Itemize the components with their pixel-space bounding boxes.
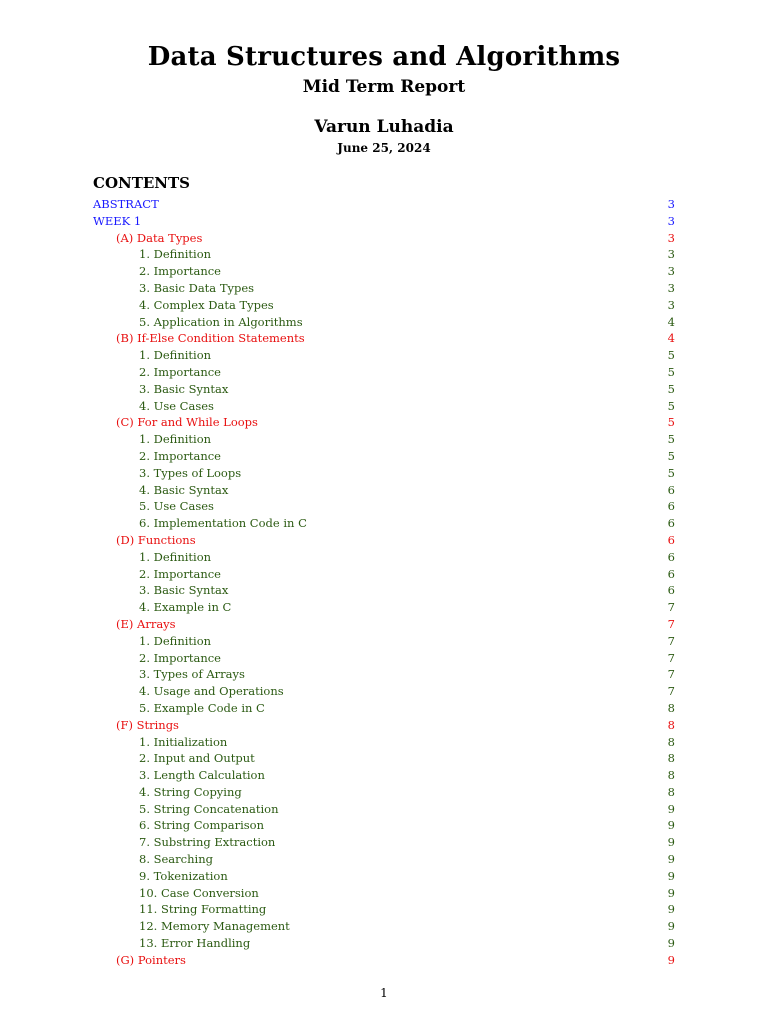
toc-item-link[interactable] bbox=[93, 851, 675, 868]
toc-entry-label: 5. Application in Algorithms bbox=[139, 314, 303, 329]
document-subtitle: Mid Term Report bbox=[302, 77, 466, 97]
toc-entry-label: 3. Basic Syntax bbox=[139, 583, 229, 598]
toc-entry-label: 10. Case Conversion bbox=[139, 885, 259, 900]
toc-entry-label: (E) Arrays bbox=[116, 616, 176, 631]
toc-entry-page: 7 bbox=[667, 600, 675, 615]
toc-entry-label: (D) Functions bbox=[116, 532, 196, 547]
toc-entry-page: 8 bbox=[667, 784, 675, 799]
toc-item-link[interactable] bbox=[93, 901, 675, 918]
toc-item-link[interactable] bbox=[93, 314, 675, 331]
toc-entry-label: 2. Importance bbox=[139, 448, 221, 463]
toc-entry-label: 1. Definition bbox=[139, 348, 212, 363]
toc-entry-page: 3 bbox=[667, 280, 675, 295]
toc-item-link[interactable] bbox=[93, 734, 675, 751]
toc-entry-label: 4. Complex Data Types bbox=[139, 297, 274, 312]
toc-subsection-link[interactable] bbox=[93, 532, 675, 549]
toc-entry-label: 4. Basic Syntax bbox=[139, 482, 229, 497]
toc-item-link[interactable] bbox=[93, 381, 675, 398]
toc-item-link[interactable] bbox=[93, 834, 675, 851]
toc-entry-label: 5. String Concatenation bbox=[139, 801, 279, 816]
toc-entry-label: 2. Importance bbox=[139, 364, 221, 379]
toc-entry-page: 3 bbox=[667, 197, 675, 211]
toc-entry-label: 3. Length Calculation bbox=[139, 768, 265, 783]
toc-item-link[interactable] bbox=[93, 549, 675, 566]
toc-entry-page: 4 bbox=[667, 331, 675, 346]
toc-item-link[interactable] bbox=[93, 801, 675, 818]
toc-entry-label: 11. String Formatting bbox=[139, 902, 267, 917]
toc-section-link[interactable] bbox=[93, 213, 675, 230]
toc-item-link[interactable] bbox=[93, 918, 675, 935]
toc-entry-page: 9 bbox=[667, 919, 675, 934]
toc-entry-label: WEEK 1 bbox=[93, 213, 142, 228]
toc-item-link[interactable] bbox=[93, 599, 675, 616]
toc-item-link[interactable] bbox=[93, 482, 675, 499]
toc-entry-label: 2. Importance bbox=[139, 264, 221, 279]
toc-entry-page: 3 bbox=[667, 230, 675, 245]
toc-item-link[interactable] bbox=[93, 398, 675, 415]
toc-item-link[interactable] bbox=[93, 700, 675, 717]
toc-item-link[interactable] bbox=[93, 935, 675, 952]
toc-entry-page: 8 bbox=[667, 734, 675, 749]
document-author: Varun Luhadia bbox=[314, 117, 454, 137]
toc-entry-page: 5 bbox=[667, 448, 675, 463]
toc-entry-label: (F) Strings bbox=[116, 717, 179, 732]
toc-entry-label: 2. Importance bbox=[139, 650, 221, 665]
toc-entry-page: 4 bbox=[667, 314, 675, 329]
toc-entry-page: 9 bbox=[667, 801, 675, 816]
toc-entry-label: 2. Importance bbox=[139, 566, 221, 581]
toc-entry-page: 6 bbox=[667, 566, 675, 581]
toc-entry-page: 9 bbox=[667, 902, 675, 917]
toc-entry-label: (C) For and While Loops bbox=[116, 415, 258, 430]
document-title: Data Structures and Algorithms bbox=[147, 42, 621, 72]
toc-entry-label: 9. Tokenization bbox=[139, 868, 228, 883]
toc-item-link[interactable] bbox=[93, 784, 675, 801]
toc-entry-page: 9 bbox=[667, 885, 675, 900]
toc-entry-page: 9 bbox=[667, 835, 675, 850]
toc-item-link[interactable] bbox=[93, 347, 675, 364]
toc-item-link[interactable] bbox=[93, 448, 675, 465]
toc-entry-page: 7 bbox=[667, 616, 675, 631]
toc-item-link[interactable] bbox=[93, 280, 675, 297]
toc-entry-page: 5 bbox=[667, 415, 675, 430]
toc-entry-label: 6. String Comparison bbox=[139, 818, 264, 833]
toc-entry-page: 6 bbox=[667, 583, 675, 598]
toc-entry-page: 6 bbox=[667, 532, 675, 547]
toc-entry-label: 1. Definition bbox=[139, 432, 212, 447]
toc-entry-label: 1. Definition bbox=[139, 247, 212, 262]
toc-item-link[interactable] bbox=[93, 498, 675, 515]
toc-subsection-link[interactable] bbox=[93, 230, 675, 247]
toc-entry-page: 9 bbox=[667, 868, 675, 883]
toc-entry-page: 8 bbox=[667, 751, 675, 766]
toc-entry-label: 6. Implementation Code in C bbox=[139, 516, 307, 531]
toc-item-link[interactable] bbox=[93, 750, 675, 767]
toc-entry-page: 3 bbox=[667, 247, 675, 262]
toc-item-link[interactable] bbox=[93, 767, 675, 784]
toc-entry-label: 4. String Copying bbox=[139, 784, 242, 799]
toc-entry-page: 8 bbox=[667, 717, 675, 732]
toc-subsection-link[interactable] bbox=[93, 414, 675, 431]
toc-entry-label: 2. Input and Output bbox=[139, 751, 255, 766]
toc-subsection-link[interactable] bbox=[93, 952, 675, 969]
toc-entry-page: 9 bbox=[667, 818, 675, 833]
toc-entry-label: (A) Data Types bbox=[116, 230, 203, 245]
toc-item-link[interactable] bbox=[93, 885, 675, 902]
toc-entry-page: 9 bbox=[667, 936, 675, 951]
document-date: June 25, 2024 bbox=[337, 141, 431, 155]
toc-item-link[interactable] bbox=[93, 246, 675, 263]
toc-entry-label: 5. Example Code in C bbox=[139, 700, 265, 715]
toc-entry-page: 5 bbox=[667, 364, 675, 379]
toc-item-link[interactable] bbox=[93, 431, 675, 448]
toc-item-link[interactable] bbox=[93, 868, 675, 885]
toc-item-link[interactable] bbox=[93, 666, 675, 683]
toc-subsection-link[interactable] bbox=[93, 330, 675, 347]
toc-entry-label: 12. Memory Management bbox=[139, 919, 290, 934]
toc-entry-label: 1. Definition bbox=[139, 633, 212, 648]
toc-entry-label: 3. Types of Arrays bbox=[139, 667, 245, 682]
toc-subsection-link[interactable] bbox=[93, 616, 675, 633]
toc-entry-page: 8 bbox=[667, 768, 675, 783]
toc-section-link[interactable] bbox=[93, 196, 675, 213]
toc-entry-page: 3 bbox=[667, 264, 675, 279]
toc-entry-page: 6 bbox=[667, 549, 675, 564]
toc-item-link[interactable] bbox=[93, 515, 675, 532]
toc-item-link[interactable] bbox=[93, 683, 675, 700]
toc-entry-page: 5 bbox=[667, 465, 675, 480]
toc-entry-page: 5 bbox=[667, 381, 675, 396]
toc-item-link[interactable] bbox=[93, 650, 675, 667]
toc-entry-label: 3. Basic Data Types bbox=[139, 280, 255, 295]
toc-item-link[interactable] bbox=[93, 817, 675, 834]
toc-entry-label: 4. Example in C bbox=[139, 600, 232, 615]
toc-item-link[interactable] bbox=[93, 566, 675, 583]
toc-entry-page: 9 bbox=[667, 852, 675, 867]
toc-entry-label: 4. Usage and Operations bbox=[139, 684, 284, 699]
toc-entry-label: 3. Basic Syntax bbox=[139, 381, 229, 396]
toc-entry-label: 7. Substring Extraction bbox=[139, 835, 276, 850]
toc-entry-label: 4. Use Cases bbox=[139, 398, 214, 413]
toc-item-link[interactable] bbox=[93, 465, 675, 482]
toc-item-link[interactable] bbox=[93, 633, 675, 650]
toc-entry-label: (B) If-Else Condition Statements bbox=[116, 331, 305, 346]
toc-entry-page: 8 bbox=[667, 700, 675, 715]
toc-entry-label: 13. Error Handling bbox=[139, 936, 251, 951]
toc-entry-page: 5 bbox=[667, 348, 675, 363]
toc-entry-label: 1. Initialization bbox=[139, 734, 228, 749]
toc-entry-label: ABSTRACT bbox=[93, 197, 159, 211]
toc-entry-page: 6 bbox=[667, 482, 675, 497]
toc-entry-page: 7 bbox=[667, 633, 675, 648]
toc-subsection-link[interactable] bbox=[93, 717, 675, 734]
toc-item-link[interactable] bbox=[93, 263, 675, 280]
toc-entry-page: 3 bbox=[667, 297, 675, 312]
toc-entry-page: 7 bbox=[667, 667, 675, 682]
toc-item-link[interactable] bbox=[93, 582, 675, 599]
toc-entry-page: 5 bbox=[667, 432, 675, 447]
table-of-contents bbox=[93, 196, 675, 969]
toc-entry-page: 6 bbox=[667, 499, 675, 514]
toc-entry-label: 5. Use Cases bbox=[139, 499, 214, 514]
toc-entry-page: 9 bbox=[667, 952, 675, 967]
contents-heading: CONTENTS bbox=[93, 174, 191, 192]
toc-entry-label: (G) Pointers bbox=[116, 952, 186, 967]
toc-item-link[interactable] bbox=[93, 297, 675, 314]
toc-entry-label: 3. Types of Loops bbox=[139, 465, 242, 480]
toc-entry-label: 1. Definition bbox=[139, 549, 212, 564]
toc-entry-page: 6 bbox=[667, 516, 675, 531]
toc-entry-page: 7 bbox=[667, 684, 675, 699]
toc-entry-page: 3 bbox=[667, 213, 675, 228]
toc-item-link[interactable] bbox=[93, 364, 675, 381]
toc-entry-page: 7 bbox=[667, 650, 675, 665]
toc-entry-label: 8. Searching bbox=[139, 852, 213, 867]
toc-entry-page: 5 bbox=[667, 398, 675, 413]
page-number: 1 bbox=[380, 986, 388, 1000]
